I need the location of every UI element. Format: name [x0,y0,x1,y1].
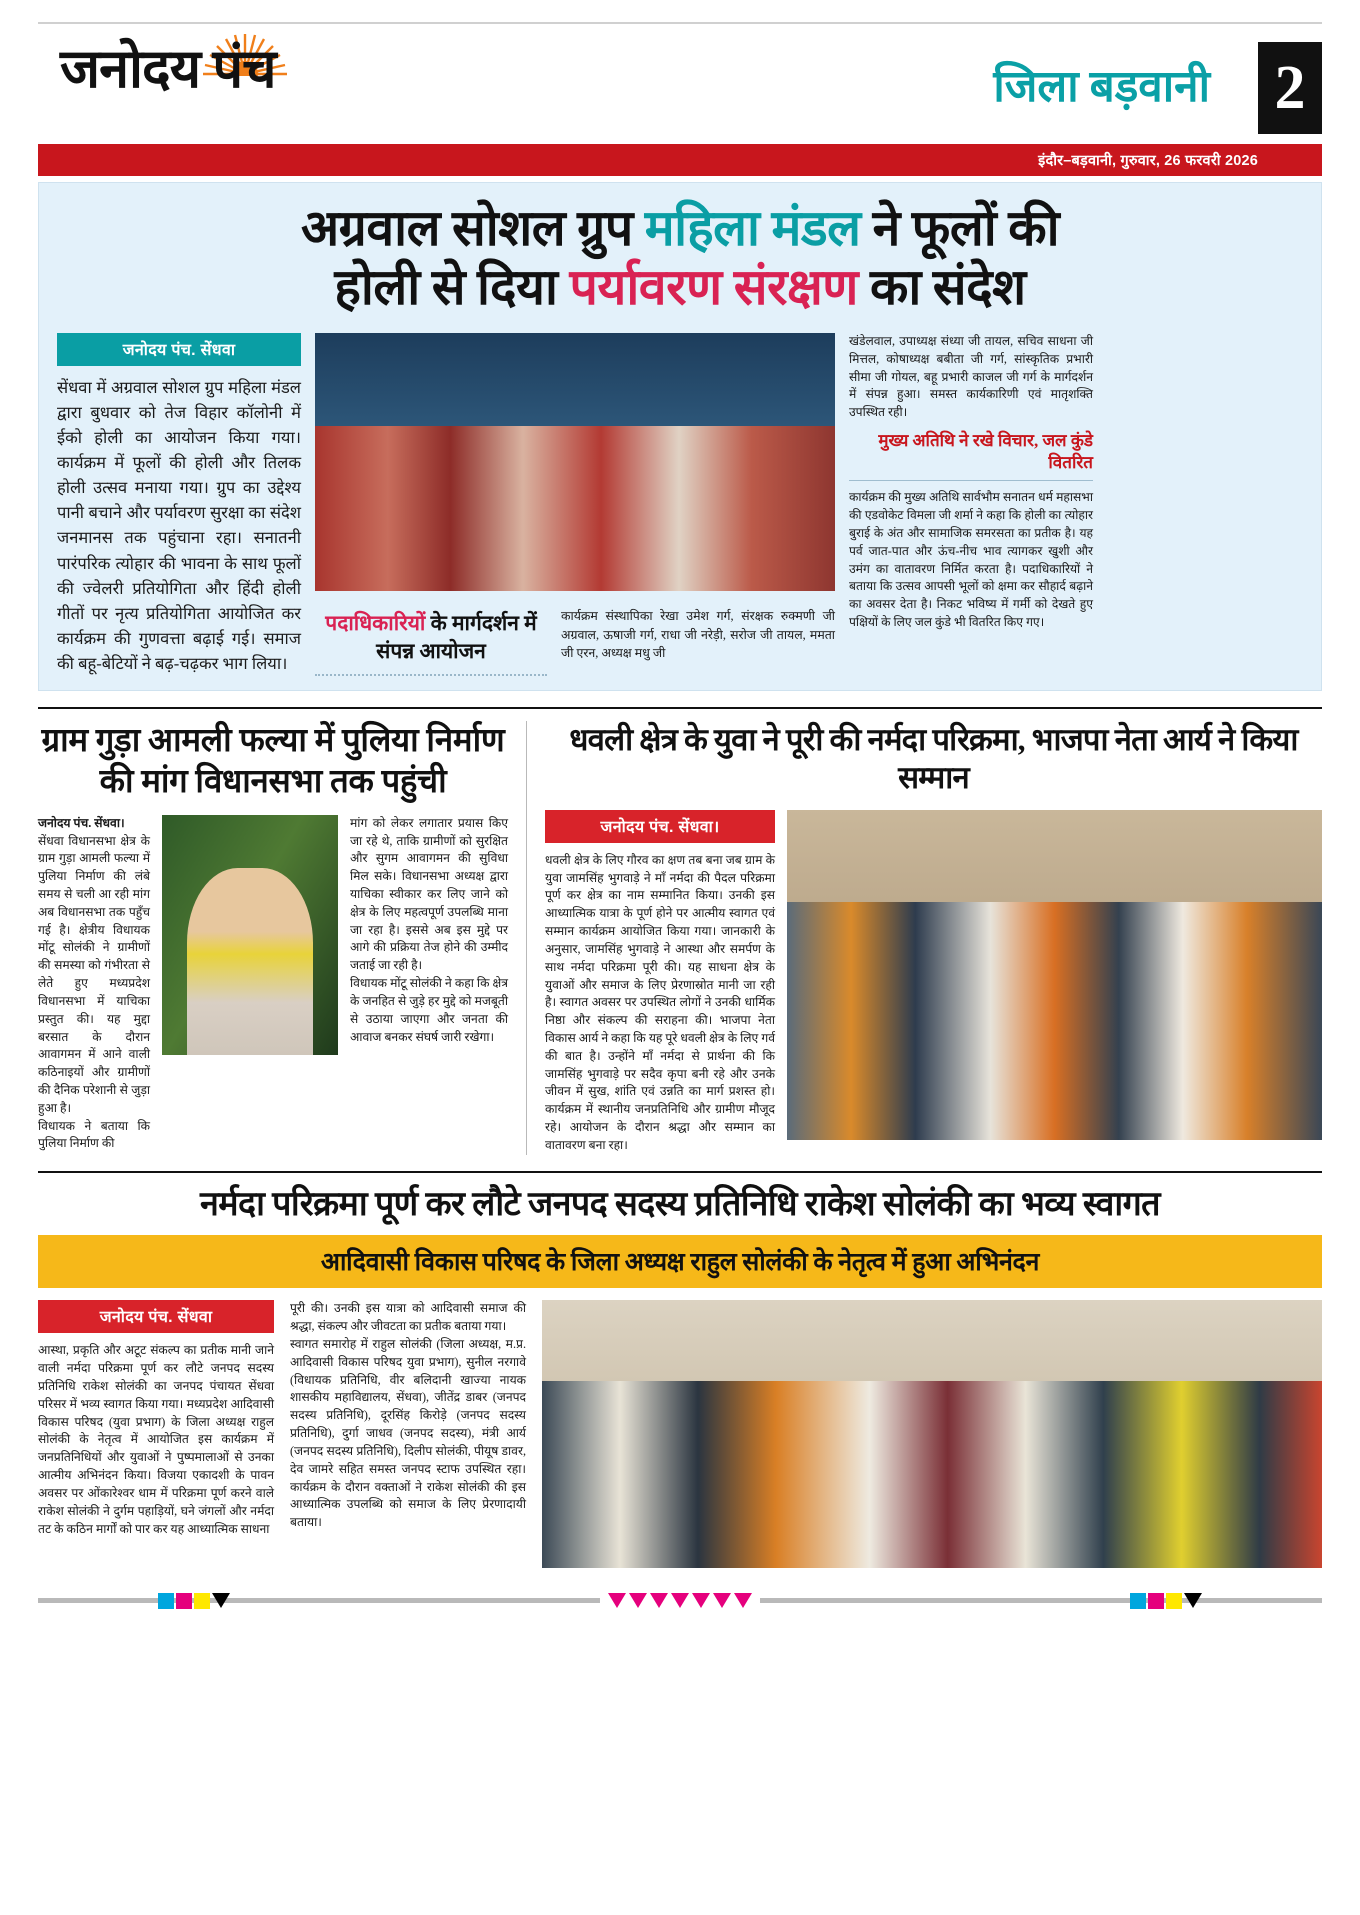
bottom-headline: नर्मदा परिक्रमा पूर्ण कर लौटे जनपद सदस्य प्रतिनिधि राकेश सोलंकी का भव्य स्वागत [200,1185,1160,1223]
middle-section [38,707,1322,1155]
parikrama-text: धवली क्षेत्र के लिए गौरव का क्षण तब बना जब ग्राम के युवा जामसिंह भुगवाड़े ने माँ नर्मदा की पैदल परिक्रमा पूर्ण कर क्षेत्र का नाम सम्मानित किया। उनकी इस आध्यात्मिक यात्रा के पूर्ण होने पर आत्मीय स्वागत एवं सम्मान कार्यक्रम आयोजित किया गया। जानकारी के अनुसार, जामसिंह भुगवाड़े ने आस्था और समर्पण के साथ नर्मदा परिक्रमा पूरी की। यह साधना क्षेत्र के युवाओं और समाज के लिए प्रेरणास्रोत मानी जा रही है। स्वागत अवसर पर उपस्थित लोगों ने उनकी धार्मिक निष्ठा और संकल्प की सराहना की। भाजपा नेता विकास आर्य ने कहा कि यह पूरे धवली क्षेत्र के लिए गर्व की बात है। उन्होंने माँ नर्मदा से प्रार्थना की कि जामसिंह भुगवाड़े पर सदैव कृपा बनी रहे और उनके जीवन में सुख, शांति एवं उन्नति का मार्ग प्रशस्त हो। कार्यक्रम में स्थानीय जनप्रतिनिधि और ग्रामीण मौजूद रहे। आयोजन के दौरान श्रद्धा और सम्मान का वातावरण बना रहा। [545,852,775,1152]
lead-caption-keyword: पदाधिकारियों [325,611,426,635]
puliya-col1-text: सेंधवा विधानसभा क्षेत्र के ग्राम गुड़ा आमली फल्या में पुलिया निर्माण की लंबे समय से चली आ रही मांग अब विधानसभा तक पहुँच गई है। क्षेत्रीय विधायक मोंटू सोलंकी ने ग्रामीणों की समस्या को गंभीरता से लेते हुए मध्यप्रदेश विधानसभा में याचिका प्रस्तुत की। यह मुद्दा बरसात के दौरान आवागमन में आने वाली कठिनाइयों और ग्रामीणों की दैनिक परेशानी से जुड़ा हुआ है। [38,833,150,1115]
parikrama-photo-col [787,810,1322,1155]
date-bar [38,144,1322,176]
date-line: इंदौर–बड़वानी, गुरुवार, 26 फरवरी 2026 [1038,153,1258,169]
article-puliya [38,721,508,1155]
lead-headline-pink: पर्यावरण संरक्षण [569,259,858,315]
lead-headline-part2: ने फूलों की [860,200,1060,256]
footer-right-color-marks [1130,1593,1202,1609]
footer-registration-bar [38,1586,1322,1614]
parikrama-byline-tag: जनोदय पंच. सेंधवा। [545,810,775,843]
lead-story-block [38,182,1322,691]
lead-right-text-top: खंडेलवाल, उपाध्यक्ष संध्या जी तायल, सचिव साधना जी मित्तल, कोषाध्यक्ष बबीता जी गर्ग, सांस्कृतिक प्रभारी सीमा जी गोयल, बहू प्रभारी काजल जी गर्ग के मार्गदर्शन में संपन्न हुआ। समस्त कार्यकारिणी एवं मातृशक्ति उपस्थित रही। [849,334,1093,420]
bottom-col2-text: पूरी की। उनकी इस यात्रा को आदिवासी समाज की श्रद्धा, संकल्प और जीवटता का प्रतीक बताया गया। [290,1301,526,1334]
parikrama-group-photo [787,810,1322,1140]
lead-right-text-bottom: कार्यक्रम की मुख्य अतिथि सार्वभौम सनातन धर्म महासभा की एडवोकेट विमला जी शर्मा ने कहा कि होली का त्योहार बुराई के अंत और सामाजिक समरसता का प्रतीक है। यह पर्व जात-पात और ऊंच-नीच भाव त्यागकर खुशी और उमंग का वातावरण निर्मित करता है। पदाधिकारियों ने बताया कि उत्सव आपसी भूलों को क्षमा कर सौहार्द बढ़ाने का अवसर देता है। निकट भविष्य में गर्मी को देखते हुए पक्षियों के लिए जल कुंडे भी वितरित किए गए। [849,490,1093,629]
lead-byline-tag: जनोदय पंच. सेंधवा [57,333,301,366]
lead-right-column [849,333,1093,632]
lead-caption-rest: के मार्गदर्शन में संपन्न आयोजन [376,611,537,664]
subhead-divider [849,480,1093,481]
bottom-section [38,1171,1322,1569]
parikrama-headline: धवली क्षेत्र के युवा ने पूरी की नर्मदा परिक्रमा, भाजपा नेता आर्य ने किया सम्मान [569,721,1298,796]
lead-headline-teal: महिला मंडल [644,200,861,256]
lead-photo [315,333,835,591]
bottom-col1 [38,1300,274,1568]
puliya-byline: जनोदय पंच. सेंधवा। [38,815,125,830]
lead-body [57,333,1303,676]
lead-headline-line2-pre: होली से दिया [334,259,570,315]
lead-left-column [57,333,301,676]
lead-headline-line2-post: का संदेश [857,259,1026,315]
parikrama-columns [545,810,1322,1155]
lead-subheadline: मुख्य अतिथि ने रखे विचार, जल कुंडे वितरित [878,431,1093,473]
parikrama-text-col [545,810,775,1155]
article-parikrama [526,721,1322,1155]
paper-name: जनोदय पंच [60,39,276,99]
lead-headline [57,199,1303,317]
puliya-portrait-photo [162,815,338,1055]
lead-headline-part1: अग्रवाल सोशल ग्रुप [300,200,645,256]
bottom-group-photo [542,1300,1322,1568]
footer-left-color-marks [158,1593,230,1609]
puliya-col1 [38,815,150,1153]
puliya-col1-text-b: विधायक ने बताया कि पुलिया निर्माण की [38,1118,150,1151]
bottom-banner: आदिवासी विकास परिषद के जिला अध्यक्ष राहुल सोलंकी के नेतृत्व में हुआ अभिनंदन [38,1235,1322,1288]
bottom-body [38,1300,1322,1568]
puliya-col2-text-b: विधायक मोंटू सोलंकी ने कहा कि क्षेत्र के जनहित से जुड़े हर मुद्दे को मजबूती से उठाया जाएगा और जनता की आवाज बनकर संघर्ष जारी रखेगा। [350,976,508,1044]
page-number: 2 [1258,42,1322,134]
edition-name: जिला बड़वानी [993,62,1210,111]
bottom-col2 [290,1300,526,1568]
puliya-headline: ग्राम गुड़ा आमली फल्या में पुलिया निर्माण की मांग विधानसभा तक पहुंची [41,722,505,800]
puliya-col2 [350,815,508,1153]
lead-body-text: सेंधवा में अग्रवाल सोशल ग्रुप महिला मंडल द्वारा बुधवार को तेज विहार कॉलोनी में ईको होली का आयोजन किया गया। कार्यक्रम में फूलों की होली और तिलक होली उत्सव मनाया गया। ग्रुप का उद्देश्य पानी बचाने और पर्यावरण सुरक्षा का संदेश जनमानस तक पहुंचाना रहा। सनातनी पारंपरिक त्योहार की भावना के साथ फूलों की ज्वेलरी प्रतियोगिता और हिंदी होली गीतों पर नृत्य प्रतियोगिता आयोजित कर कार्यक्रम की गुणवत्ता बढ़ाई गई। समाज की बहू-बेटियों ने बढ़-चढ़कर भाग लिया। [57,378,301,673]
lead-photo-column [315,333,835,676]
caption-divider [315,674,547,676]
bottom-byline-tag: जनोदय पंच. सेंधवा [38,1300,274,1333]
lead-photo-caption [315,609,547,666]
bottom-col2-text-b: स्वागत समारोह में राहुल सोलंकी (जिला अध्यक्ष, म.प्र. आदिवासी विकास परिषद युवा प्रभाग), सुनील नरगावे (विधायक प्रतिनिधि, वीर बलिदानी खाज्या नायक शासकीय महाविद्यालय, सेंधवा), जीतेंद्र डाबर (जनपद सदस्य प्रतिनिधि), दूरसिंह किरोड़े (जनपद सदस्य प्रतिनिधि), दुर्गा जाधव (जनपद सदस्य), मंत्री आर्य (जनपद सदस्य प्रतिनिधि), दिलीप सोलंकी, पीयूष डावर, देव जामरे सहित समस्त जनपद स्टाफ उपस्थित रहा। कार्यक्रम के दौरान वक्ताओं ने राकेश सोलंकी की इस आध्यात्मिक उपलब्धि को समाज के लिए प्रेरणादायी बताया। [290,1337,526,1530]
puliya-col2-text: मांग को लेकर लगातार प्रयास किए जा रहे थे, ताकि ग्रामीणों को सुरक्षित और सुगम आवागमन की सुविधा मिल सके। विधानसभा अध्यक्ष द्वारा याचिका स्वीकार कर लिए जाने को क्षेत्र के लिए महत्वपूर्ण उपलब्धि माना जा रहा है। इससे अब इस मुद्दे पर आगे की प्रक्रिया तेज होने की उम्मीद जताई जा रही है। [350,815,508,973]
bottom-col1-text: आस्था, प्रकृति और अटूट संकल्प का प्रतीक मानी जाने वाली नर्मदा परिक्रमा पूर्ण कर लौटे जनपद सदस्य प्रतिनिधि राकेश सोलंकी का जनपद पंचायत सेंधवा परिसर में भव्य स्वागत किया गया। मध्यप्रदेश आदिवासी विकास परिषद (युवा प्रभाग) के जिला अध्यक्ष राहुल सोलंकी के नेतृत्व में आयोजित इस कार्यक्रम में जनप्रतिनिधियों और युवाओं ने पुष्पमालाओं से उनका आत्मीय अभिनंदन किया। विजया एकादशी के पावन अवसर पर ओंकारेश्वर धाम में परिक्रमा पूर्ण करने वाले राकेश सोलंकी ने दुर्गम पहाड़ियों, घने जंगलों और नर्मदा तट के कठिन मार्गों को पार कर यह आध्यात्मिक साधना [38,1343,274,1536]
bottom-photo-col [542,1300,1322,1568]
masthead [38,22,1322,140]
paper-logo [60,39,276,99]
puliya-columns [38,815,508,1153]
puliya-photo-col [162,815,338,1153]
lead-photo-credit: कार्यक्रम संस्थापिका रेखा उमेश गर्ग, संरक्षक रुक्मणी जी अग्रवाल, ऊषाजी गर्ग, राधा जी नरेड़ी, सरोज जी तायल, ममता जी एरन, अध्यक्ष मधु जी [561,609,835,661]
footer-center-marks [600,1593,760,1608]
